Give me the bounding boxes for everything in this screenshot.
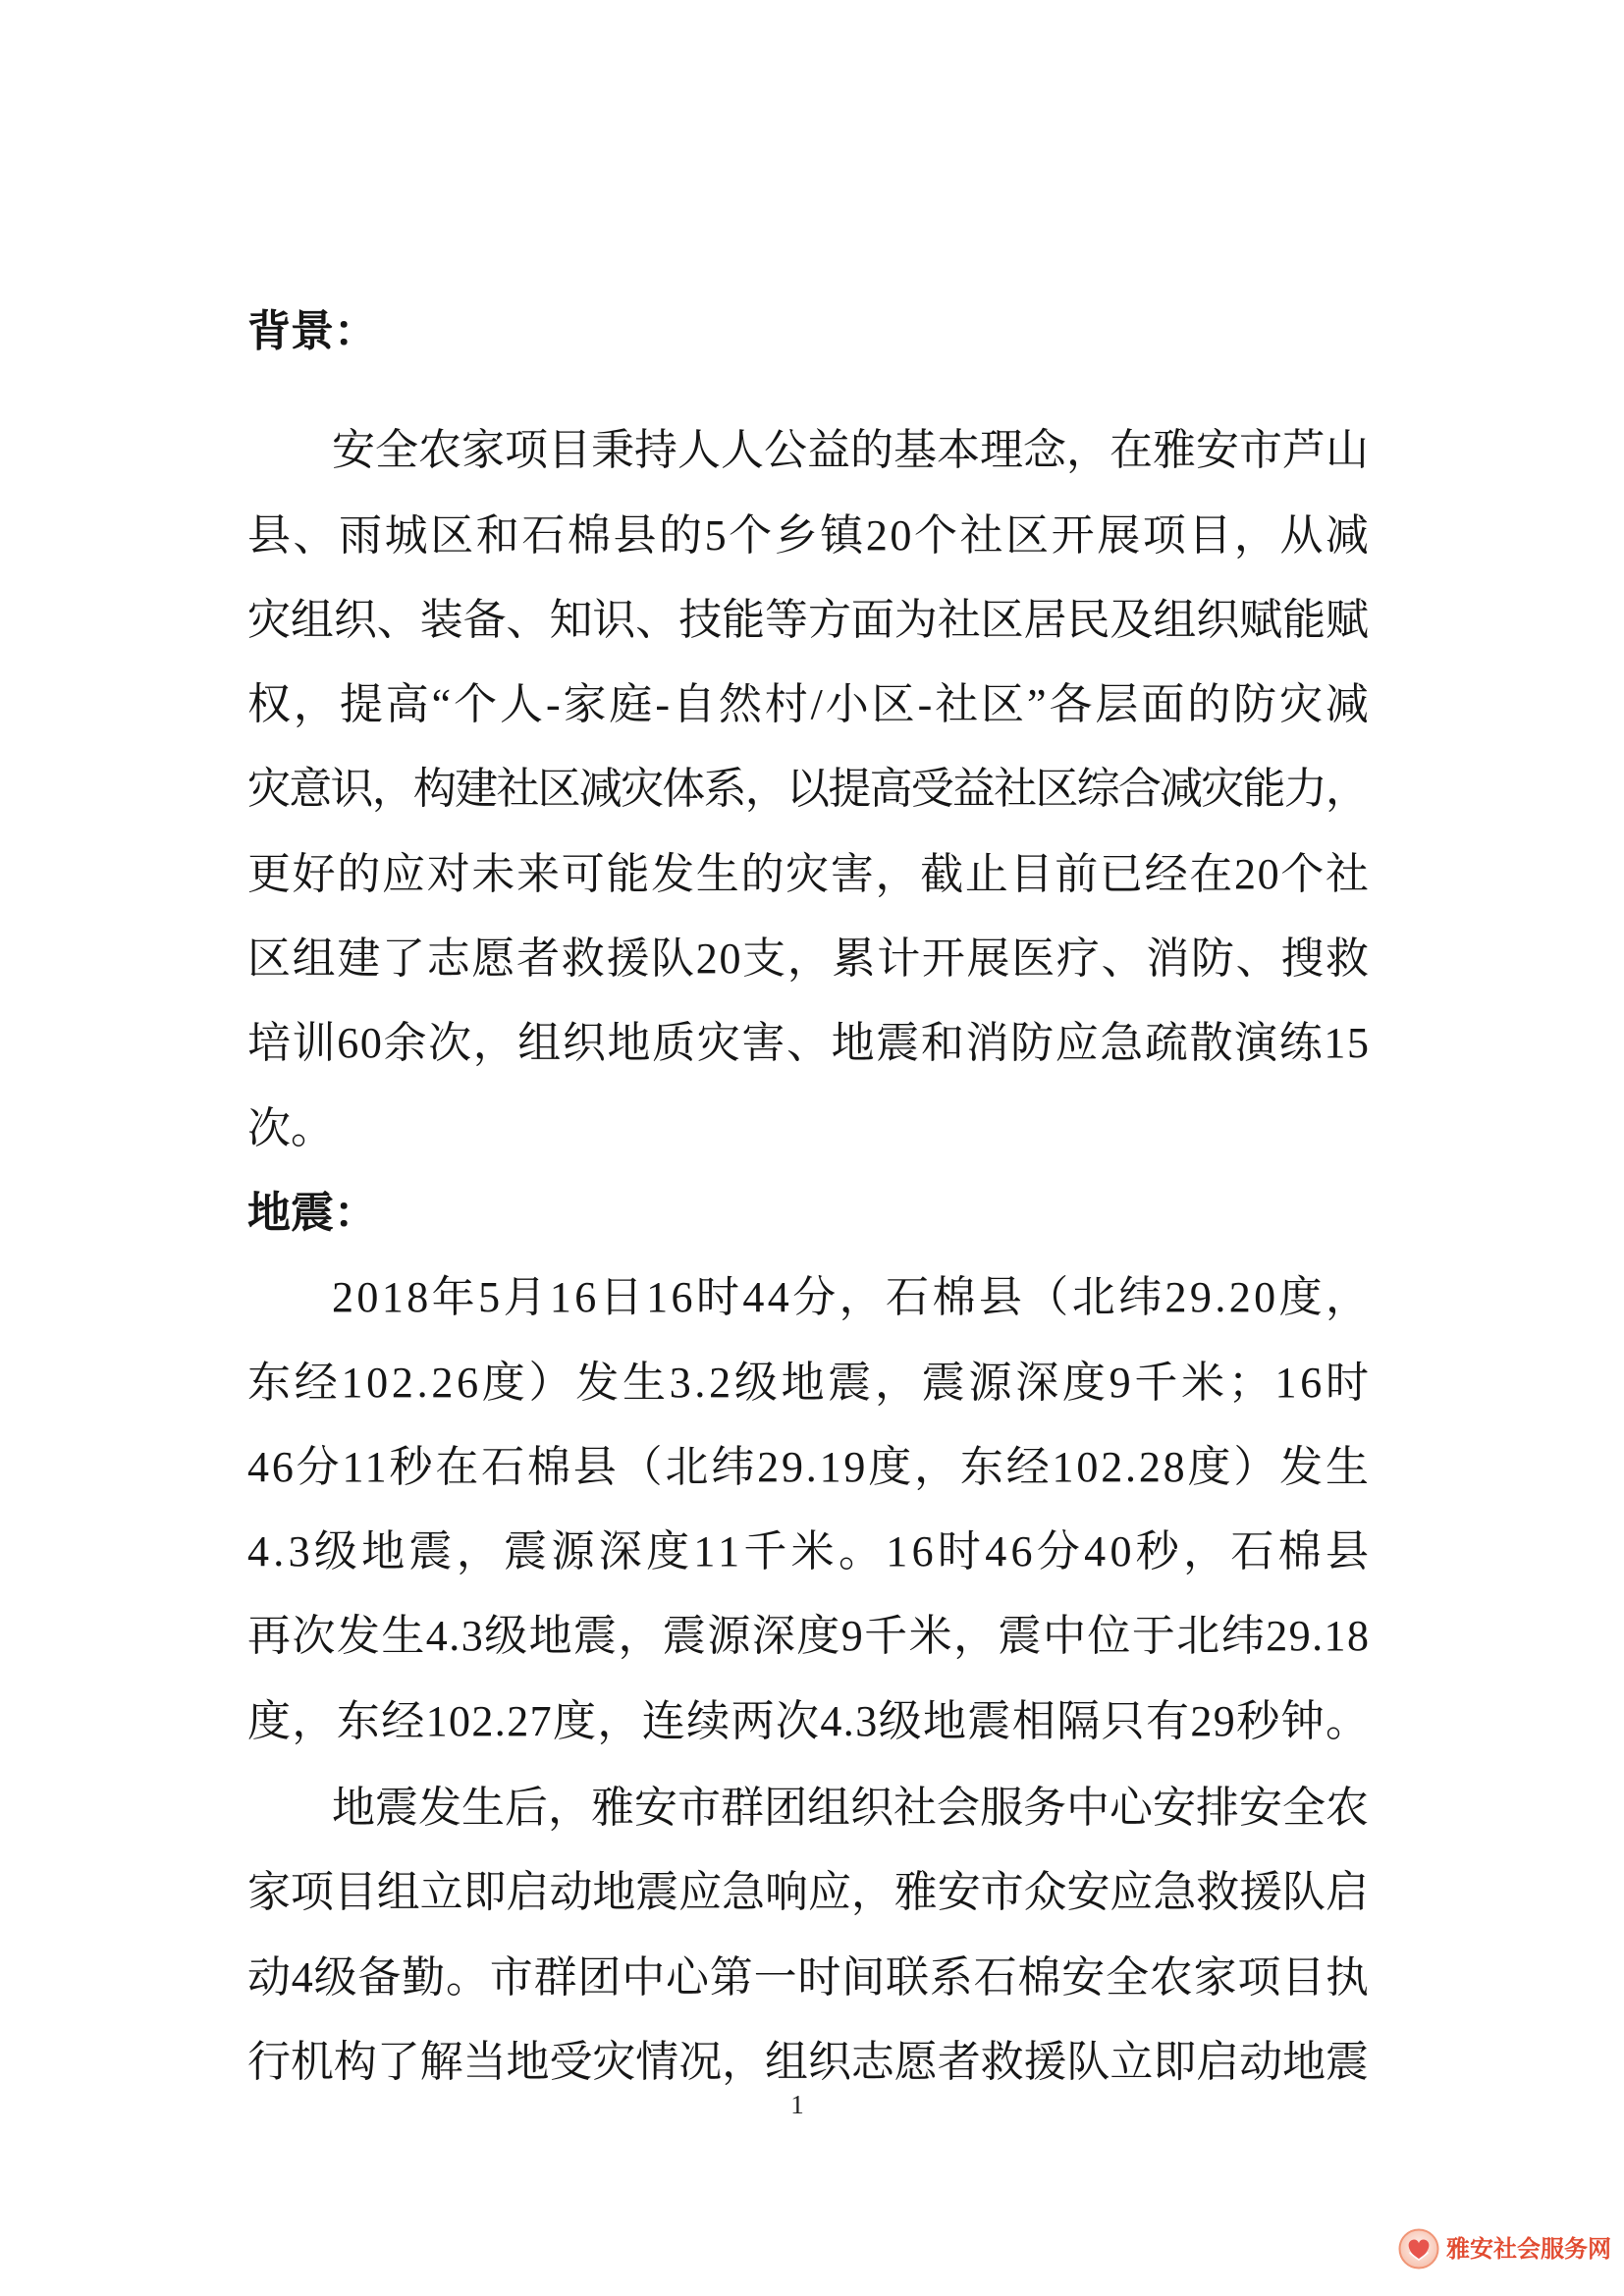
paragraph-line: 区组建了志愿者救援队20支，累计开展医疗、消防、搜救 [247,934,1371,984]
heart-circle-logo-icon [1397,2227,1440,2270]
paragraph-line: 培训60余次，组织地质灾害、地震和消防应急疏散演练15 [247,1019,1371,1068]
paragraph-line: 再次发生4.3级地震，震源深度9千米，震中位于北纬29.18 [247,1612,1371,1661]
paragraph-line: 家项目组立即启动地震应急响应，雅安市众安应急救援队启 [247,1868,1369,1917]
paragraph-line: 更好的应对未来可能发生的灾害，截止目前已经在20个社 [247,849,1371,898]
document-body [247,290,1374,2105]
watermark-text: 雅安社会服务网 [1446,2235,1611,2263]
paragraph-line: 4.3级地震，震源深度11千米。16时46分40秒，石棉县 [247,1527,1374,1576]
paragraph-background [247,408,1372,1171]
section-heading-background: 背景： [247,307,377,355]
paragraph-line: 灾组织、装备、知识、技能等方面为社区居民及组织赋能赋 [247,595,1369,644]
site-watermark [1397,2226,1611,2271]
paragraph-earthquake-details [247,1255,1374,1764]
paragraph-line: 县、雨城区和石棉县的5个乡镇20个社区开展项目，从减 [247,510,1372,560]
paragraph-line: 安全农家项目秉持人人公益的基本理念，在雅安市芦山 [332,426,1369,475]
paragraph-line: 次。 [247,1103,334,1152]
paragraph-line: 46分11秒在石棉县（北纬29.19度，东经102.28度）发生 [247,1442,1372,1491]
paragraph-line: 2018年5月16日16时44分，石棉县（北纬29.20度， [332,1273,1373,1322]
paragraph-line: 灾意识，构建社区减灾体系，以提高受益社区综合减灾能力， [247,765,1368,814]
paragraph-line: 动4级备勤。市群团中心第一时间联系石棉安全农家项目执 [247,1952,1370,2002]
paragraph-line: 地震发生后，雅安市群团组织社会服务中心安排安全农 [332,1784,1369,1833]
paragraph-emergency-response [247,1766,1369,2105]
paragraph-line: 行机构了解当地受灾情况，组织志愿者救援队立即启动地震 [247,2037,1369,2086]
paragraph-line: 东经102.26度）发生3.2级地震，震源深度9千米；16时 [247,1358,1373,1407]
section-heading-earthquake: 地震： [247,1188,377,1237]
page-number: 1 [790,2090,804,2119]
paragraph-line: 度，东经102.27度，连续两次4.3级地震相隔只有29秒钟。 [247,1696,1371,1745]
paragraph-line: 权，提高“个人-家庭-自然村/小区-社区”各层面的防灾减 [247,680,1372,729]
